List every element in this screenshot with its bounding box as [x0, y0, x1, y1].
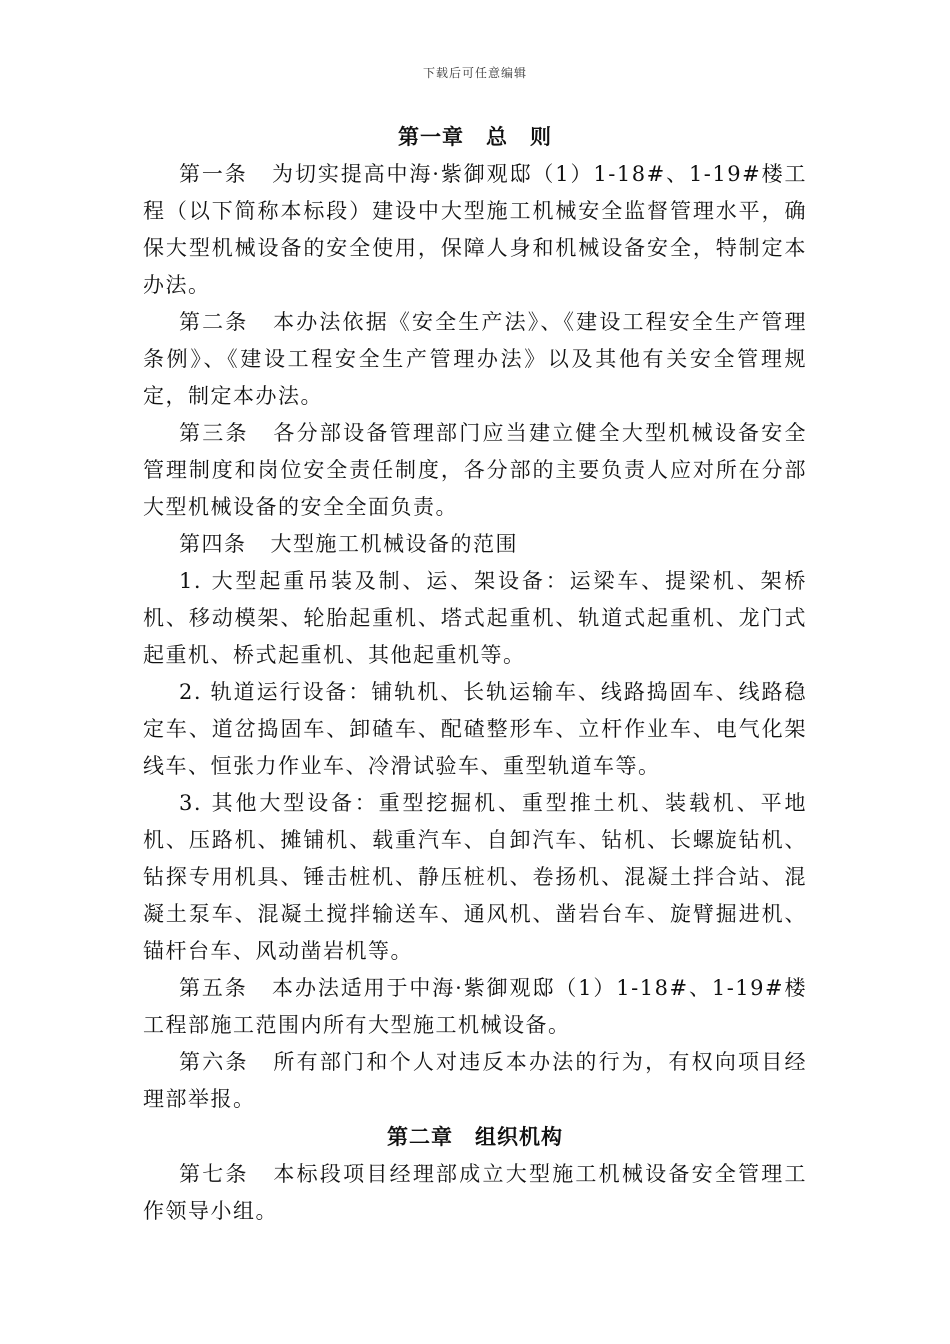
article-label: 第五条	[179, 976, 248, 1000]
article-text: 为切实提高中海·紫御观邸（1）1-18#、1-19#楼工程（以下简称本标段）建设中大型施工机械安全监督管理水平，确保大型机械设备的安全使用，保障人身和机械设备安全，特制定本办法。	[143, 162, 807, 297]
article-6	[143, 1044, 807, 1118]
chapter-1-name-part2: 则	[530, 124, 552, 149]
document-body	[143, 118, 807, 1230]
article-7	[143, 1156, 807, 1230]
chapter-2-name: 组织机构	[475, 1124, 563, 1149]
article-1	[143, 156, 807, 304]
article-text: 大型施工机械设备的范围	[270, 532, 518, 556]
chapter-2-title	[143, 1118, 807, 1156]
article-label: 第一条	[179, 162, 248, 186]
article-label: 第二条	[179, 310, 249, 334]
article-3	[143, 415, 807, 526]
article-5	[143, 970, 807, 1044]
chapter-1-title	[143, 118, 807, 156]
list-item-1: 1. 大型起重吊装及制、运、架设备：运梁车、提梁机、架桥机、移动模架、轮胎起重机、塔式起重机、轨道式起重机、龙门式起重机、桥式起重机、其他起重机等。	[143, 569, 807, 667]
chapter-1-name-part1: 总	[486, 124, 508, 149]
article-label: 第六条	[179, 1050, 249, 1074]
chapter-1-number: 第一章	[398, 124, 464, 149]
article-text: 本标段项目经理部成立大型施工机械设备安全管理工作领导小组。	[143, 1162, 808, 1223]
article-4	[143, 526, 807, 563]
article-text: 本办法依据《安全生产法》、《建设工程安全生产管理条例》、《建设工程安全生产管理办法》以及其他有关安全管理规定，制定本办法。	[143, 310, 808, 408]
list-item-2: 2. 轨道运行设备：铺轨机、长轨运输车、线路捣固车、线路稳定车、道岔捣固车、卸碴车、配碴整形车、立杆作业车、电气化架线车、恒张力作业车、冷滑试验车、重型轨道车等。	[143, 680, 807, 778]
article-2	[143, 304, 807, 415]
article-text: 各分部设备管理部门应当建立健全大型机械设备安全管理制度和岗位安全责任制度，各分部的主要负责人应对所在分部大型机械设备的安全全面负责。	[143, 421, 808, 519]
article-label: 第七条	[179, 1162, 249, 1186]
article-text: 所有部门和个人对违反本办法的行为，有权向项目经理部举报。	[143, 1050, 808, 1111]
chapter-2-number: 第二章	[387, 1124, 453, 1149]
page-header-note: 下载后可任意编辑	[422, 66, 527, 80]
article-label: 第三条	[179, 421, 249, 445]
article-label: 第四条	[179, 532, 247, 556]
article-text: 本办法适用于中海·紫御观邸（1）1-18#、1-19#楼工程部施工范围内所有大型施工机械设备。	[143, 976, 807, 1037]
list-item-3: 3. 其他大型设备：重型挖掘机、重型推土机、装载机、平地机、压路机、摊铺机、载重汽车、自卸汽车、钻机、长螺旋钻机、钻探专用机具、锤击桩机、静压桩机、卷扬机、混凝土拌合站、混凝土泵车、混凝土搅拌输送车、通风机、凿岩台车、旋臂掘进机、锚杆台车、风动凿岩机等。	[143, 791, 807, 963]
